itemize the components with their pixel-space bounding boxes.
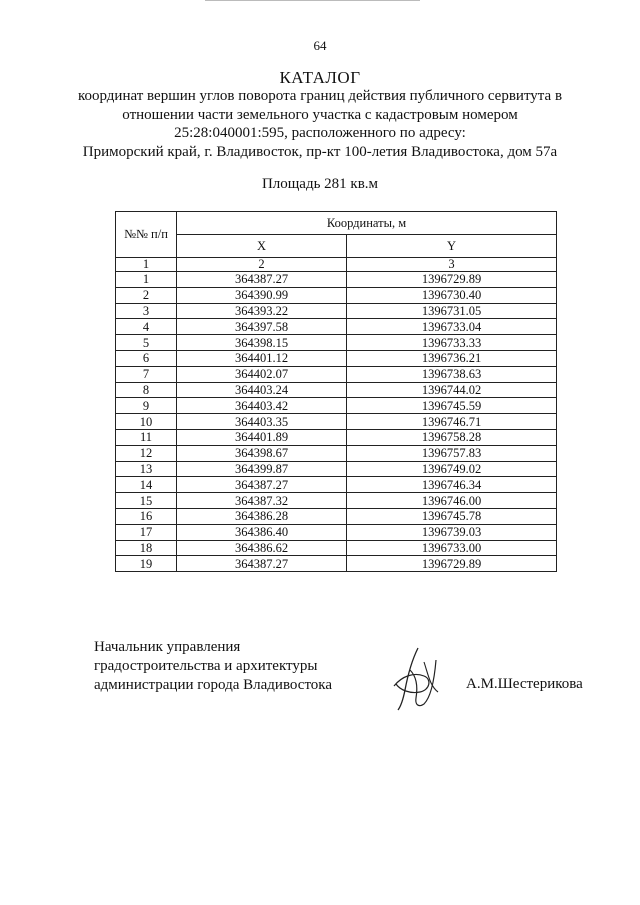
row-number: 1 [116, 272, 177, 288]
row-number: 14 [116, 477, 177, 493]
table-row [116, 477, 557, 493]
coordinate-x: 364403.35 [177, 414, 347, 430]
table-body [116, 272, 557, 572]
table-row [116, 287, 557, 303]
heading-line-4: Приморский край, г. Владивосток, пр-кт 100-летия Владивостока, дом 57а [82, 143, 558, 160]
table-row [116, 414, 557, 430]
signer-name: А.М.Шестерикова [466, 676, 583, 692]
heading-line-1: координат вершин углов поворота границ действия публичного сервитута в [77, 88, 563, 104]
position-line-3: администрации города Владивостока [94, 677, 333, 693]
table-row [116, 508, 557, 524]
coordinate-y: 1396746.71 [347, 414, 557, 430]
coordinate-x: 364387.27 [177, 272, 347, 288]
coordinate-y: 1396733.04 [347, 319, 557, 335]
row-number: 5 [116, 335, 177, 351]
coordinate-y: 1396745.78 [347, 508, 557, 524]
top-rule [205, 0, 420, 1]
coordinate-y: 1396744.02 [347, 382, 557, 398]
coordinate-x: 364399.87 [177, 461, 347, 477]
header-x: X [177, 235, 347, 258]
handwritten-signature [388, 646, 446, 712]
row-number: 8 [116, 382, 177, 398]
position-line-2: градостроительства и архитектуры [94, 658, 318, 674]
row-number: 4 [116, 319, 177, 335]
row-number: 16 [116, 508, 177, 524]
coordinate-y: 1396731.05 [347, 303, 557, 319]
row-number: 2 [116, 287, 177, 303]
table-row [116, 335, 557, 351]
coordinate-y: 1396730.40 [347, 287, 557, 303]
coordinate-x: 364398.67 [177, 445, 347, 461]
table-row [116, 350, 557, 366]
row-number: 13 [116, 461, 177, 477]
signatory-position [94, 638, 332, 695]
coordinate-x: 364398.15 [177, 335, 347, 351]
table-row [116, 319, 557, 335]
table-row [116, 366, 557, 382]
coordinate-y: 1396736.21 [347, 350, 557, 366]
document-heading [0, 68, 640, 161]
coordinate-x: 364386.62 [177, 540, 347, 556]
coordinate-y: 1396733.33 [347, 335, 557, 351]
column-number-3: 3 [347, 258, 557, 272]
position-line-1: Начальник управления [94, 639, 241, 655]
coordinate-x: 364386.40 [177, 524, 347, 540]
coordinate-x: 364387.27 [177, 477, 347, 493]
column-number-2: 2 [177, 258, 347, 272]
row-number: 7 [116, 366, 177, 382]
table-row [116, 303, 557, 319]
coordinate-x: 364387.27 [177, 556, 347, 572]
coordinate-x: 364393.22 [177, 303, 347, 319]
header-coordinates: Координаты, м [177, 212, 557, 235]
coordinate-x: 364390.99 [177, 287, 347, 303]
table-row [116, 493, 557, 509]
area-text: Площадь 281 кв.м [261, 176, 379, 192]
coordinate-x: 364403.24 [177, 382, 347, 398]
table-row [116, 382, 557, 398]
row-number: 9 [116, 398, 177, 414]
row-number: 3 [116, 303, 177, 319]
coordinate-y: 1396746.34 [347, 477, 557, 493]
table-row [116, 429, 557, 445]
row-number: 6 [116, 350, 177, 366]
row-number: 17 [116, 524, 177, 540]
coordinate-x: 364387.32 [177, 493, 347, 509]
coordinate-x: 364402.07 [177, 366, 347, 382]
table-row [116, 540, 557, 556]
coordinate-x: 364386.28 [177, 508, 347, 524]
table-row [116, 272, 557, 288]
coordinate-y: 1396749.02 [347, 461, 557, 477]
catalog-title: КАТАЛОГ [279, 68, 361, 87]
row-number: 18 [116, 540, 177, 556]
coordinate-y: 1396746.00 [347, 493, 557, 509]
row-number: 12 [116, 445, 177, 461]
heading-line-3: 25:28:040001:595, расположенного по адресу: [174, 125, 466, 141]
row-number: 15 [116, 493, 177, 509]
row-number: 19 [116, 556, 177, 572]
table-row [116, 445, 557, 461]
header-y: Y [347, 235, 557, 258]
coordinate-y: 1396758.28 [347, 429, 557, 445]
coordinate-x: 364397.58 [177, 319, 347, 335]
coordinate-x: 364401.89 [177, 429, 347, 445]
coordinate-y: 1396739.03 [347, 524, 557, 540]
table-row [116, 398, 557, 414]
table-row [116, 461, 557, 477]
coordinate-y: 1396733.00 [347, 540, 557, 556]
coordinate-y: 1396757.83 [347, 445, 557, 461]
coordinate-y: 1396738.63 [347, 366, 557, 382]
coordinate-x: 364401.12 [177, 350, 347, 366]
row-number: 11 [116, 429, 177, 445]
page-number: 64 [313, 38, 327, 53]
table-row [116, 556, 557, 572]
table-row [116, 524, 557, 540]
header-number: №№ п/п [116, 212, 177, 258]
column-number-1: 1 [116, 258, 177, 272]
coordinate-y: 1396729.89 [347, 272, 557, 288]
coordinates-table [115, 211, 557, 572]
row-number: 10 [116, 414, 177, 430]
heading-line-2: отношении части земельного участка с кадастровым номером [122, 106, 518, 123]
coordinate-x: 364403.42 [177, 398, 347, 414]
coordinate-y: 1396729.89 [347, 556, 557, 572]
coordinate-y: 1396745.59 [347, 398, 557, 414]
